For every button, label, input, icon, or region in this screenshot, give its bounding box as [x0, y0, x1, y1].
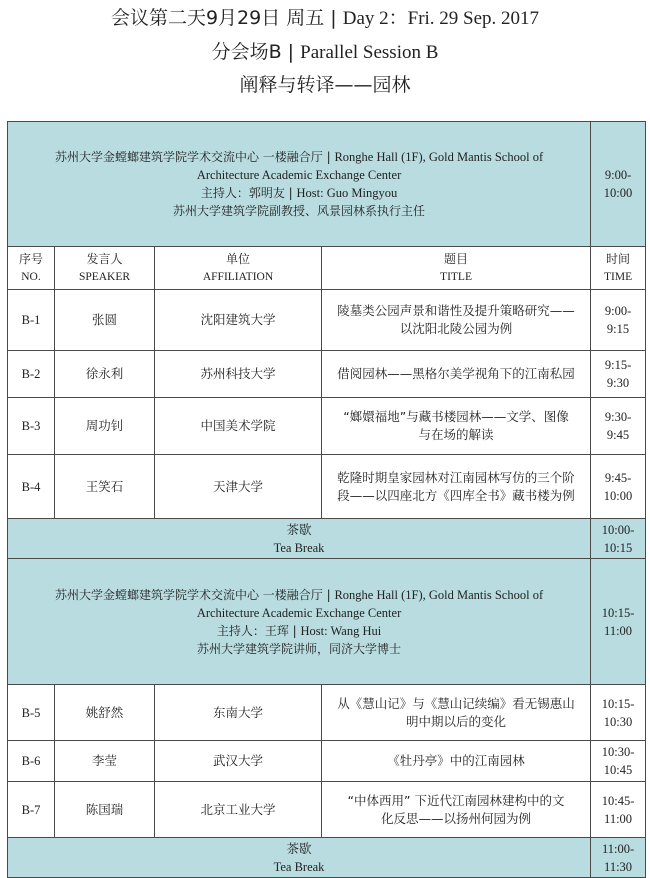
table-row: [8, 290, 646, 351]
talk-time-start: 10:15-: [601, 696, 635, 711]
host-en: Host: Wang Hui: [300, 623, 382, 638]
host-title: 苏州大学建筑学院副教授、风景园林系执行主任: [173, 204, 426, 218]
col-affiliation-en: AFFILIATION: [202, 271, 274, 283]
talk-speaker: 李莹: [55, 741, 155, 782]
talk-time: [591, 398, 646, 455]
tea-break: [8, 838, 591, 878]
time-end: 10:15: [603, 540, 633, 555]
talk-time-start: 9:30-: [604, 410, 632, 424]
talk-no: B-6: [8, 741, 55, 782]
talk-title-line1: “中体西用” 下近代江南园林建构中的文: [347, 792, 565, 808]
time-start: 10:15-: [601, 605, 635, 620]
day-heading-cn: 会议第二天9月29日 周五: [110, 7, 325, 29]
talk-time-end: 10:30: [603, 714, 633, 729]
talk-no: B-7: [8, 782, 55, 838]
talk-speaker: 张圆: [55, 290, 155, 351]
tea-break-time: [591, 838, 646, 878]
col-time-en: TIME: [603, 271, 633, 283]
day-heading: [0, 6, 650, 31]
talk-title-line2: 明中期以后的变化: [406, 713, 507, 729]
host-en: Host: Guo Mingyou: [296, 186, 398, 200]
talk-title-line2: 与在场的解读: [418, 427, 494, 442]
venue-en-line2: Architecture Academic Exchange Center: [196, 168, 402, 182]
separator: |: [284, 186, 297, 200]
heading-separator: |: [281, 41, 301, 63]
tea-break: [8, 519, 591, 559]
talk-title: [322, 685, 591, 741]
separator: |: [322, 150, 335, 164]
talk-title-line2: 以沈阳北陵公园为例: [399, 321, 513, 336]
talk-title-line1: 陵墓类公园声景和谐性及提升策略研究——: [337, 303, 575, 318]
talk-time: [591, 741, 646, 782]
talk-affiliation: 苏州科技大学: [155, 351, 322, 398]
col-no: [8, 247, 55, 290]
session-time-1: [591, 122, 646, 247]
time-end: 11:00: [604, 623, 633, 638]
talk-affiliation: 沈阳建筑大学: [155, 290, 322, 351]
talk-title-line1: 借阅园林——黑格尔美学视角下的江南私园: [337, 366, 575, 381]
col-title-cn: 题目: [444, 252, 469, 266]
col-time: [591, 247, 646, 290]
talk-title: [322, 398, 591, 455]
schedule-table: [7, 121, 646, 878]
talk-affiliation: 北京工业大学: [155, 782, 322, 838]
host-cn: 主持人：王珲: [216, 623, 289, 638]
talk-title-line1: 《牡丹亭》中的江南园林: [387, 753, 525, 768]
day-heading-en: Day 2：Fri. 29 Sep. 2017: [342, 8, 540, 29]
talk-time-start: 9:00-: [604, 304, 632, 318]
talk-no: B-4: [8, 455, 55, 519]
talk-speaker: 陈国瑞: [55, 782, 155, 838]
tea-break-time: [591, 519, 646, 559]
time-start: 10:00-: [601, 522, 635, 537]
col-no-cn: 序号: [18, 252, 43, 266]
col-time-cn: 时间: [606, 252, 631, 266]
time-end: 11:30: [604, 859, 633, 874]
talk-time-end: 9:45: [606, 428, 630, 442]
talk-time-start: 9:45-: [604, 470, 632, 485]
venue-en: Ronghe Hall (1F), Gold Mantis School of: [334, 150, 544, 164]
tea-break-cn: 茶歇: [286, 840, 312, 856]
theme-heading: 阐释与转译——园林: [239, 74, 411, 96]
venue-en-line2: Architecture Academic Exchange Center: [196, 605, 402, 620]
session-time-2: [591, 559, 646, 685]
session-heading-cn: 分会场B: [211, 41, 282, 63]
talk-title: [322, 782, 591, 838]
session-block-2: [8, 559, 646, 685]
talk-title: [322, 290, 591, 351]
talk-speaker: 王笑石: [55, 455, 155, 519]
talk-speaker: 周功钊: [55, 398, 155, 455]
venue-cn: 苏州大学金螳螂建筑学院学术交流中心 一楼融合厅: [54, 150, 323, 164]
talk-time-end: 10:45: [603, 763, 633, 777]
venue-cn: 苏州大学金螳螂建筑学院学术交流中心 一楼融合厅: [54, 587, 323, 602]
table-row: [8, 455, 646, 519]
talk-time: [591, 685, 646, 741]
tea-break-cn: 茶歇: [286, 521, 312, 537]
column-header-row: [8, 247, 646, 290]
table-row: [8, 782, 646, 838]
col-speaker-en: SPEAKER: [78, 271, 131, 283]
talk-time-start: 10:30-: [601, 745, 635, 759]
table-row: [8, 351, 646, 398]
tea-break-row: [8, 838, 646, 878]
session-info-1: [8, 122, 591, 247]
host-title: 苏州大学建筑学院讲师，同济大学博士: [197, 641, 402, 656]
heading-separator: |: [324, 7, 343, 29]
talk-time: [591, 290, 646, 351]
talk-time-end: 9:15: [606, 322, 630, 336]
tea-break-row: [8, 519, 646, 559]
talk-time: [591, 782, 646, 838]
col-title-en: TITLE: [440, 271, 472, 283]
session-info-2: [8, 559, 591, 685]
separator: |: [322, 587, 335, 602]
tea-break-en: Tea Break: [273, 859, 325, 874]
table-row: [8, 685, 646, 741]
table-row: [8, 741, 646, 782]
col-title: [322, 247, 591, 290]
tea-break-en: Tea Break: [273, 540, 325, 555]
talk-time-end: 10:00: [603, 488, 633, 503]
talk-time-start: 10:45-: [601, 793, 635, 808]
talk-time: [591, 351, 646, 398]
talk-no: B-1: [8, 290, 55, 351]
separator: |: [288, 623, 301, 638]
talk-title: [322, 351, 591, 398]
talk-affiliation: 中国美术学院: [155, 398, 322, 455]
col-affiliation: [155, 247, 322, 290]
talk-title-line1: “嫏嬛福地”与藏书楼园林——文学、图像: [343, 409, 569, 424]
table-row: [8, 398, 646, 455]
talk-title-line1: 从《慧山记》与《慧山记续编》看无锡惠山: [337, 695, 575, 711]
talk-affiliation: 武汉大学: [155, 741, 322, 782]
session-block-1: [8, 122, 646, 247]
col-no-en: NO.: [21, 271, 41, 283]
session-heading: [0, 40, 650, 65]
talk-title: [322, 741, 591, 782]
talk-affiliation: 天津大学: [155, 455, 322, 519]
talk-affiliation: 东南大学: [155, 685, 322, 741]
talk-time-end: 9:30: [606, 376, 630, 390]
talk-time-start: 9:15-: [604, 358, 632, 372]
talk-title-line2: 段——以四座北方《四库全书》藏书楼为例: [337, 487, 575, 503]
talk-title: [322, 455, 591, 519]
talk-title-line2: 化反思——以扬州何园为例: [381, 810, 532, 826]
venue-en: Ronghe Hall (1F), Gold Mantis School of: [334, 587, 544, 602]
talk-no: B-2: [8, 351, 55, 398]
time-start: 9:00-: [604, 168, 632, 182]
talk-speaker: 徐永利: [55, 351, 155, 398]
talk-title-line1: 乾隆时期皇家园林对江南园林写仿的三个阶: [337, 469, 575, 485]
talk-no: B-3: [8, 398, 55, 455]
talk-time: [591, 455, 646, 519]
session-heading-en: Parallel Session B: [300, 42, 439, 63]
host-cn: 主持人：郭明友: [200, 186, 285, 200]
col-speaker: [55, 247, 155, 290]
talk-no: B-5: [8, 685, 55, 741]
col-speaker-cn: 发言人: [86, 252, 123, 266]
time-start: 11:00-: [601, 841, 635, 856]
talk-speaker: 姚舒然: [55, 685, 155, 741]
talk-time-end: 11:00: [604, 811, 633, 826]
col-affiliation-cn: 单位: [225, 252, 250, 266]
time-end: 10:00: [603, 186, 633, 200]
